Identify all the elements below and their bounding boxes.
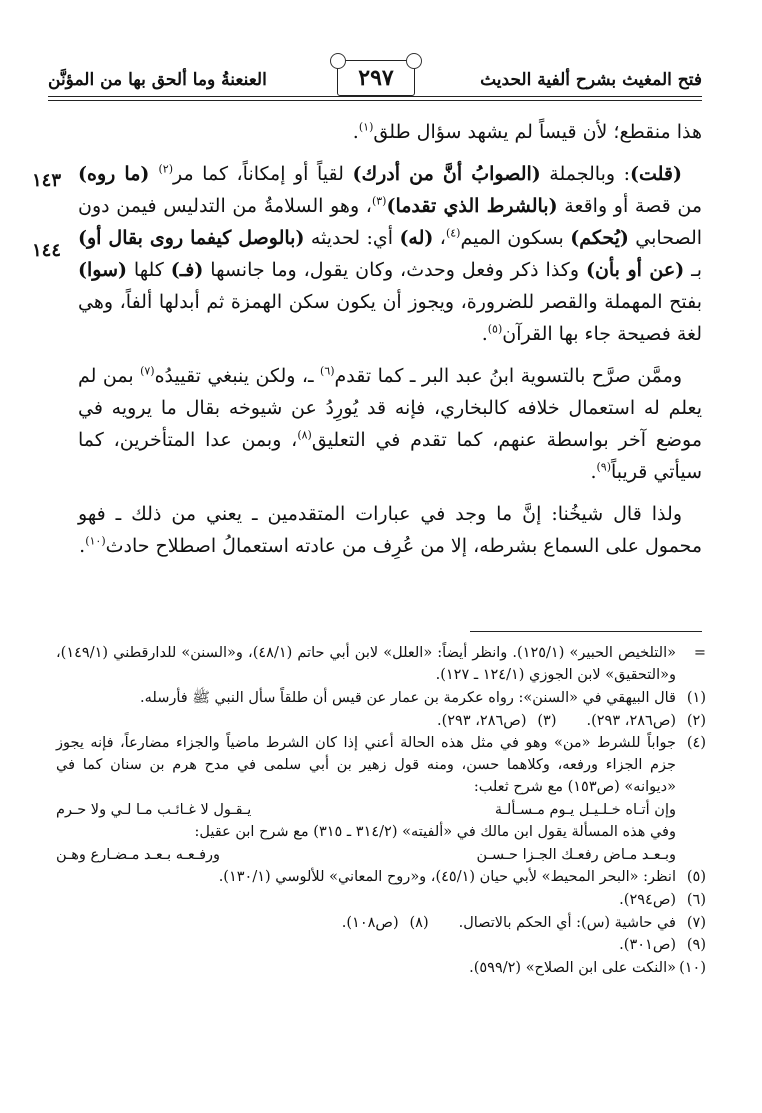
footnote: (٦) (ص٢٩٤). [619, 892, 706, 908]
footnote: (٥) انظر: «البحر المحيط» لأبي حيان (٤٥/١)، و«روح المعاني» للألوسي (١٣٠/١). [218, 869, 706, 885]
footnote-ref[interactable]: (٥) [487, 322, 503, 336]
paragraph: ولذا قال شيخُنا: إنَّ ما وجد في عبارات المتقدمين ـ يعني من ذلك ـ فهو محمول على السماع بشرطه، إلا من عُرِف من عادته استعمالُ اصطلاح حادث$^{(١٠)}$. [78, 503, 702, 557]
footnote-ref[interactable]: (١٠) [85, 534, 106, 548]
paragraph: (قلت): وبالجملة (الصوابُ أنَّ من أدرك) لقياً أو إمكاناً، كما مر$^{(٢)}$ (ما روه) من قصة أو واقعة (بالشرط الذي تقدما)$^{(٣)}$، وهو السلامةُ من التدليس فيمن دون الصحابي (يُحكم) بسكون الميم$^{(٤)}$، (له) أي: لحديثه (بالوصل كيفما روى بقال أو) بـ (عن أو بأن) وكذا ذكر وفعل وحدث، وكان يقول، وما جانسها (فـ) كلها (سوا) بفتح المهملة والقصر للضرورة، ويجوز أن يكون سكن الهمزة ثم أبدلها ألفاً، وهي لغة فصيحة جاء بها القرآن$^{(٥)}$. [78, 162, 703, 345]
paragraph: وممَّن صرَّح بالتسوية ابنُ عبد البر ـ كما تقدم$^{(٦)}$ ـ، ولكن ينبغي تقييدُه$^{(٧)}$ بمن لم يعلم له استعمال خلافه كالبخاري، فإنه قد يُورِدُ عن شيوخه بقال ما يرويه في موضع آخر بواسطة عنهم، كما تقدم في التعليق$^{(٨)}$، وبمن عدا المتأخرين، كما سيأتي قريباً$^{(٩)}$. [78, 364, 703, 483]
footnote-ref[interactable]: (٢) [158, 162, 173, 176]
margin-verse-number: ١٤٤ [32, 240, 62, 261]
footnote: (٩) (ص٣٠١). [619, 937, 706, 953]
footnote: (٣) (ص٢٨٦، ٢٩٣). [436, 713, 557, 729]
footnote: (١) قال البيهقي في «السنن»: رواه عكرمة بن عمار عن قيس أن طلقاً سأل النبي ﷺ فأرسله. [140, 690, 706, 706]
header-rule-thin [48, 100, 702, 101]
footnote-separator [470, 631, 702, 632]
footnote-ref[interactable]: (٨) [297, 428, 312, 442]
footnote-ref[interactable]: (٤) [445, 226, 461, 240]
footnote-ref[interactable]: (٩) [596, 460, 612, 474]
footnote-continuation: وفي هذه المسألة يقول ابن مالك في «ألفيته» (٣١٤/٢ ـ ٣١٥) مع شرح ابن عقيل: [194, 824, 676, 840]
footnote-ref[interactable]: (٦) [320, 364, 335, 378]
main-text [78, 116, 702, 572]
footnote: (١٠) «النكت على ابن الصلاح» (٥٩٩/٢). [469, 960, 706, 976]
footnote: (٢) (ص٢٨٦، ٢٩٣). [586, 713, 706, 729]
footnotes [56, 642, 706, 980]
book-title: فتح المغيث بشرح ألفية الحديث [480, 70, 702, 90]
page-number: ٢٩٧ [337, 60, 415, 96]
paragraph: هذا منقطع؛ لأن قيساً لم يشهد سؤال طلق$^{(١)}$. [352, 120, 702, 143]
footnote: = «التلخيص الحبير» (١٢٥/١). وانظر أيضاً: «العلل» لابن أبي حاتم (٤٨/١)، و«السنن» للدارقطني (١٤٩/١)، و«التحقيق» لابن الجوزي (١٢٤/١ ـ ١٢٧). [56, 645, 706, 683]
footnote: (٧) في حاشية (س): أي الحكم بالاتصال. [458, 915, 706, 931]
margin-verse-number: ١٤٣ [32, 170, 62, 191]
poetry-verse: وإن أتـاه خـلـيـل يـوم مـسـألـة يـقـول لا غـائـب مـا لـي ولا حـرم [56, 802, 676, 818]
footnote: (٨) (ص١٠٨). [341, 915, 429, 931]
footnote-ref[interactable]: (٣) [371, 194, 387, 208]
footnote: (٤) جواباً للشرط «من» وهو في مثل هذه الحالة أعني إذا كان الشرط ماضياً والجزاء مضارعاً، فإنه يجوز جزم الجزاء ورفعه، وكلاهما حسن، ومنه قول زهير بن أبي سلمى في مدح هرم بن سنان كما في «ديوانه» (ص١٥٣) مع شرح ثعلب: [56, 735, 706, 795]
footnote-pair [56, 710, 706, 732]
footnote-ref[interactable]: (١) [358, 120, 374, 134]
chapter-title: العنعنةُ وما ألحق بها من المؤنَّن [48, 70, 267, 90]
footnote-ref[interactable]: (٧) [140, 364, 155, 378]
header-rule [48, 96, 702, 97]
poetry-verse: وبـعـد مـاض رفعـك الجـزا حـسـن ورفـعـه بـعـد مـضـارع وهـن [56, 847, 676, 863]
footnote-pair [56, 912, 706, 934]
running-header [48, 58, 702, 106]
